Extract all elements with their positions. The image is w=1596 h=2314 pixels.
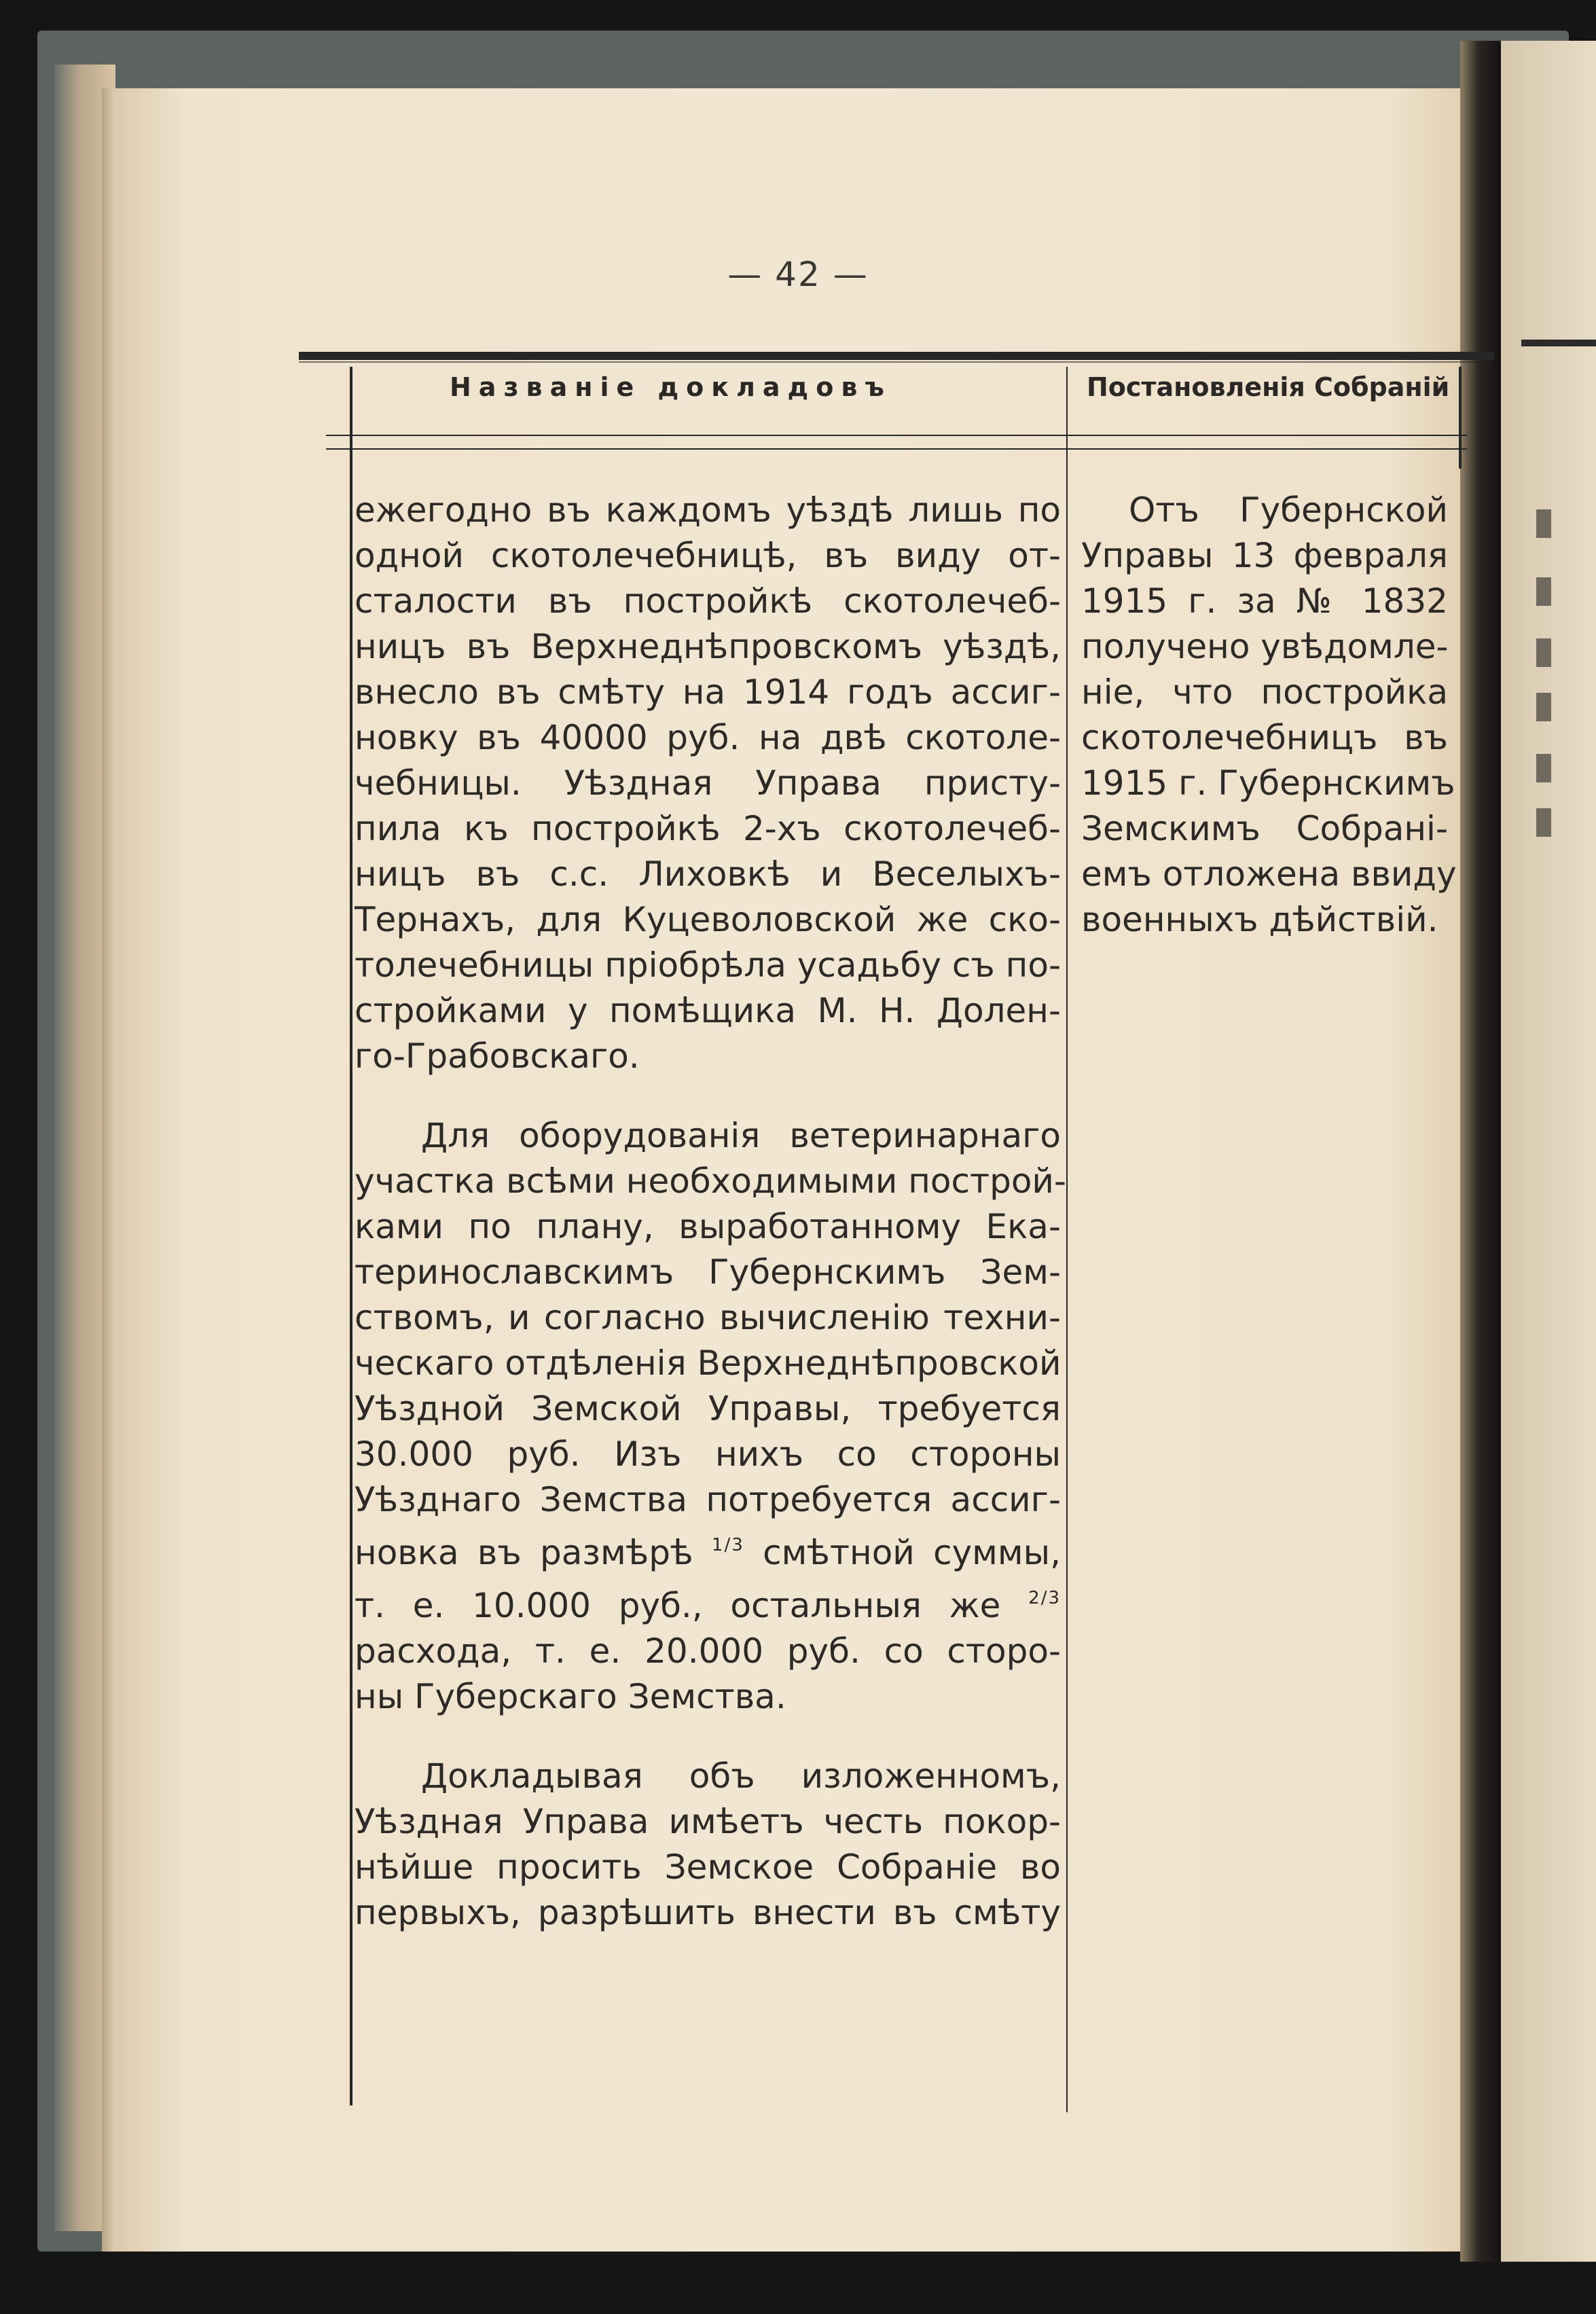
text-line: Управы 13 февраля [1081, 536, 1448, 575]
text-line: Отъ Губернской [1129, 490, 1448, 530]
text-line: го-Грабовскаго. [355, 1036, 640, 1076]
facing-page-glyph [1536, 638, 1551, 667]
text-line [355, 1523, 1061, 1576]
facing-page-glyph [1536, 577, 1551, 606]
text-line: ежегодно въ каждомъ уѣздѣ лишь по [355, 490, 1061, 530]
text-line: стройками у помѣщика М. Н. Долен- [355, 991, 1061, 1030]
text-fragment: новка въ размѣрѣ [355, 1533, 712, 1572]
text-line: ческаго отдѣленія Верхнеднѣпровской [355, 1343, 1062, 1383]
text-line: теринославскимъ Губернскимъ Зем- [355, 1252, 1061, 1292]
page-shadow [102, 88, 114, 2252]
text-line: чебницы. Уѣздная Управа присту- [355, 763, 1061, 803]
text-line: скотолечебницъ въ [1081, 718, 1448, 757]
fraction-two-thirds: 2/3 [1028, 1588, 1061, 1608]
text-line: ками по плану, выработанному Ека- [355, 1207, 1061, 1246]
header-top-hairline [299, 361, 1494, 363]
text-fragment: т. е. 10.000 руб., остальныя же [355, 1586, 1029, 1625]
column-divider [1066, 367, 1068, 2112]
text-line: военныхъ дѣйствій. [1081, 900, 1438, 939]
text-line: сталости въ постройкѣ скотолечеб- [355, 581, 1061, 621]
text-line: ницъ въ с.с. Лиховкѣ и Веселыхъ- [355, 854, 1061, 894]
text-line [355, 1576, 1061, 1629]
text-line: нѣйше просить Земское Собраніе во [355, 1847, 1061, 1887]
text-line: ны Губерскаго Земства. [355, 1677, 786, 1716]
left-border-rule [350, 367, 352, 2105]
text-line: 1915 г. Губернскимъ [1081, 763, 1455, 803]
text-line: 1915 г. за № 1832 [1081, 581, 1448, 621]
facing-page-rule [1521, 340, 1596, 346]
text-line: Тернахъ, для Куцеволовской же ско- [355, 900, 1061, 939]
text-line: емъ отложена ввиду [1081, 854, 1457, 894]
text-line: расхода, т. е. 20.000 руб. со сторо- [355, 1631, 1061, 1671]
text-line: первыхъ, разрѣшить внести въ смѣту [355, 1893, 1061, 1932]
header-top-rule [299, 352, 1494, 360]
facing-page-edge [1501, 41, 1596, 2262]
text-line: пила къ постройкѣ 2-хъ скотолечеб- [355, 809, 1061, 848]
text-line: толечебницы пріобрѣла усадьбу съ по- [355, 945, 1061, 985]
text-line: Уѣздной Земской Управы, требуется [355, 1389, 1061, 1428]
book-gutter [1460, 41, 1501, 2262]
text-line: одной скотолечебницѣ, въ виду от- [355, 536, 1061, 575]
paragraph [355, 1754, 1061, 1936]
header-bottom-rule [326, 435, 1467, 436]
header-bottom-rule-double [326, 448, 1467, 450]
text-line: 30.000 руб. Изъ нихъ со стороны [355, 1434, 1061, 1474]
page-number: — 42 — [727, 255, 869, 294]
column-header-reports: Названіе докладовъ [450, 372, 892, 402]
column-header-resolutions: Постановленія Собраній [1087, 372, 1450, 402]
paragraph [355, 1113, 1066, 1720]
paragraph [355, 488, 1061, 1079]
text-line: Уѣзднаго Земства потребуется ассиг- [355, 1480, 1061, 1519]
text-line: ніе, что постройка [1081, 672, 1448, 712]
text-line: Уѣздная Управа имѣетъ честь покор- [355, 1802, 1061, 1841]
text-line: ницъ въ Верхнеднѣпровскомъ уѣздѣ, [355, 627, 1061, 666]
fraction-one-third: 1/3 [711, 1535, 744, 1555]
reports-column-text [355, 488, 1066, 1936]
text-line: новку въ 40000 руб. на двѣ скотоле- [355, 718, 1061, 757]
text-line: получено увѣдомле- [1081, 627, 1449, 666]
text-line: ствомъ, и согласно вычисленію техни- [355, 1298, 1061, 1337]
text-line: Земскимъ Собрані- [1081, 809, 1448, 848]
facing-page-glyph [1536, 808, 1551, 837]
facing-page-glyph [1536, 509, 1551, 538]
resolutions-column-text [1081, 488, 1457, 943]
text-line: внесло въ смѣту на 1914 годъ ассиг- [355, 672, 1061, 712]
paragraph [1081, 488, 1457, 943]
facing-page-glyph [1536, 693, 1551, 721]
text-line: Докладывая объ изложенномъ, [421, 1756, 1061, 1796]
facing-page-glyph [1536, 754, 1551, 782]
text-fragment: смѣтной суммы, [744, 1533, 1061, 1572]
right-border-rule [1459, 367, 1462, 469]
text-line: участка всѣми необходимыми построй- [355, 1161, 1066, 1201]
text-line: Для оборудованія ветеринарнаго [421, 1116, 1061, 1155]
